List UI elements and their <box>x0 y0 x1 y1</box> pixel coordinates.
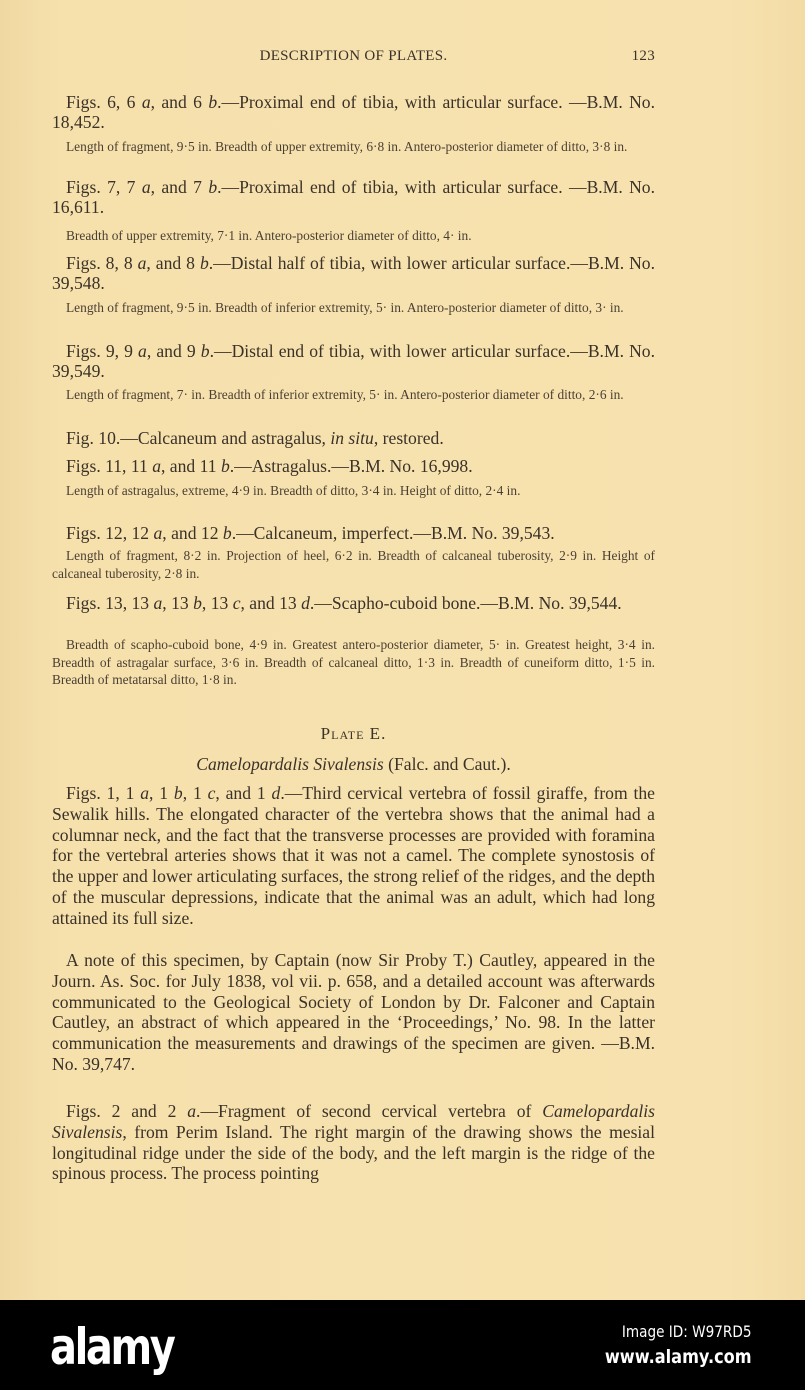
figs-8-heading: Figs. 8, 8 a, and 8 b.—Distal half of tibia, with lower articular surface.—B.M. No. 39,548. <box>52 253 655 294</box>
watermark-bar <box>0 1300 805 1390</box>
plate-subtitle: Camelopardalis Sivalensis (Falc. and Caut.). <box>196 754 511 774</box>
figs-6-heading: Figs. 6, 6 a, and 6 b.—Proximal end of tibia, with articular surface. —B.M. No. 18,452. <box>52 92 656 133</box>
figs-9-heading: Figs. 9, 9 a, and 9 b.—Distal end of tibia, with lower articular surface.—B.M. No. 39,549. <box>52 341 656 382</box>
plate-title: Plate E. <box>320 724 387 743</box>
plate-figs-1-paragraph: Figs. 1, 1 a, 1 b, 1 c, and 1 d.—Third cervical vertebra of fossil giraffe, from the Sewalik hills. The elongated character of the vertebra shows that the animal had a columnar neck, and the fact that the transverse processes are provided with foramina for the vertebral arteries shows that it was not a camel. The complete synostosis of the upper and lower articulating surfaces, the strong relief of the ridges, and the depth of the muscular depressions, indicate that the animal was an adult, which had long attained its full size. <box>52 783 655 928</box>
figs-7-detail: Breadth of upper extremity, 7·1 in. Antero-posterior diameter of ditto, 4· in. <box>66 228 472 243</box>
figs-13-detail: Breadth of scapho-cuboid bone, 4·9 in. Greatest antero-posterior diameter, 5· in. Greatest height, 3·4 in. Breadth of astragalar surface, 3·6 in. Breadth of calcaneal ditto, 1·3 in. Breadth of cuneiform ditto, 1·5 in. Breadth of metatarsal ditto, 1·8 in. <box>52 637 655 687</box>
note-paragraph: A note of this specimen, by Captain (now Sir Proby T.) Cautley, appeared in the Journ. As. Soc. for July 1838, vol vii. p. 658, and a detailed account was afterwards communicated to the Geological Society of London by Dr. Falconer and Captain Cautley, an abstract of which appeared in the ‘Proceedings,’ No. 98. In the latter communication the measurements and drawings of the specimen are given. —B.M. No. 39,747. <box>52 950 655 1074</box>
figs-7-heading: Figs. 7, 7 a, and 7 b.—Proximal end of tibia, with articular surface. —B.M. No. 16,611. <box>52 177 656 218</box>
figs-9-detail: Length of fragment, 7· in. Breadth of inferior extremity, 5· in. Antero-posterior diameter of ditto, 2·6 in. <box>66 387 624 402</box>
figs-8-detail: Length of fragment, 9·5 in. Breadth of inferior extremity, 5· in. Antero-posterior diameter of ditto, 3· in. <box>66 300 624 315</box>
plate-figs-2-paragraph: Figs. 2 and 2 a.—Fragment of second cervical vertebra of Camelopardalis Sivalensis, from Perim Island. The right margin of the drawing shows the mesial longitudinal ridge under the side of the body, and the left margin is the ridge of the spinous process. The process pointing <box>52 1101 655 1184</box>
figs-6-detail: Length of fragment, 9·5 in. Breadth of upper extremity, 6·8 in. Antero-posterior diameter of ditto, 3·8 in. <box>66 139 628 154</box>
figs-11-heading: Figs. 11, 11 a, and 11 b.—Astragalus.—B.M. No. 16,998. <box>66 456 473 476</box>
fig-10-heading: Fig. 10.—Calcaneum and astragalus, in situ, restored. <box>66 428 444 448</box>
image-id: Image ID: W97RD5 <box>622 1322 752 1341</box>
figs-12-heading: Figs. 12, 12 a, and 12 b.—Calcaneum, imperfect.—B.M. No. 39,543. <box>66 523 555 543</box>
figs-13-heading: Figs. 13, 13 a, 13 b, 13 c, and 13 d.—Scapho-cuboid bone.—B.M. No. 39,544. <box>66 593 622 613</box>
page-number: 123 <box>631 48 655 64</box>
alamy-logo: alamy <box>50 1318 174 1376</box>
figs-12-detail: Length of fragment, 8·2 in. Projection of heel, 6·2 in. Breadth of calcaneal tuberosity, 2·9 in. Height of calcaneal tuberosity, 2·8 in. <box>52 548 655 581</box>
watermark-url: www.alamy.com <box>605 1346 752 1368</box>
figs-11-detail: Length of astragalus, extreme, 4·9 in. Breadth of ditto, 3·4 in. Height of ditto, 2·4 in. <box>66 483 521 498</box>
header-title: DESCRIPTION OF PLATES. <box>259 48 448 64</box>
